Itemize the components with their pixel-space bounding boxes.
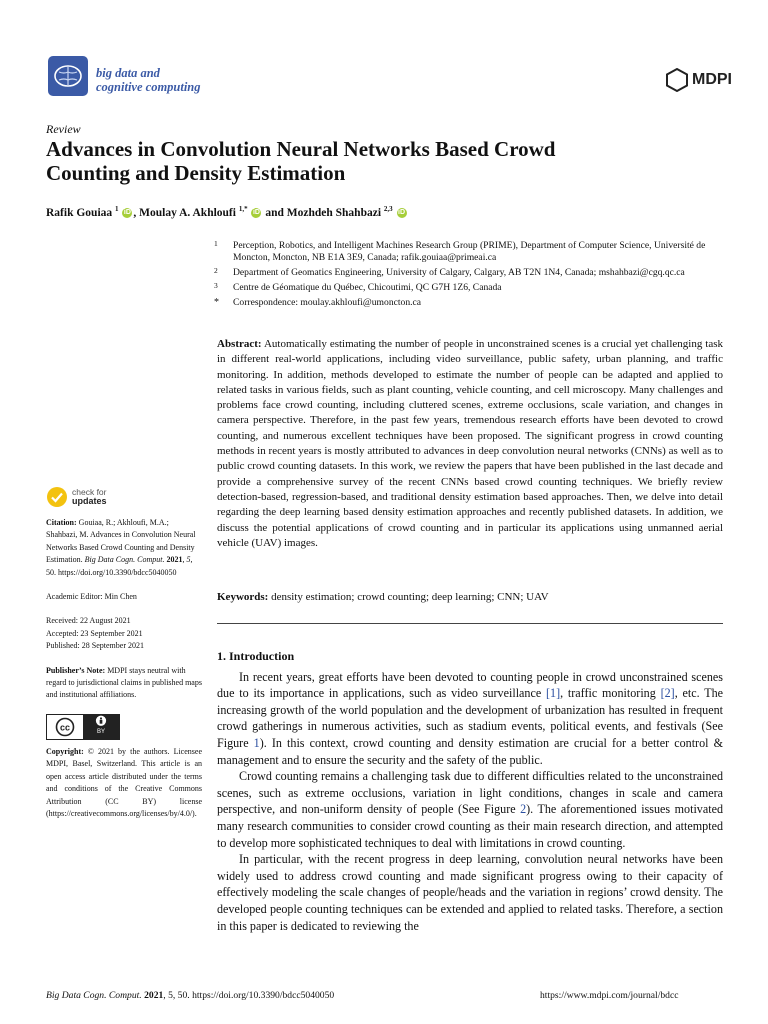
author-name[interactable]: Mozhdeh Shahbazi xyxy=(286,206,382,219)
author-name[interactable]: Rafik Gouiaa xyxy=(46,206,113,219)
copyright-notice: Copyright: © 2021 by the authors. Licensee MDPI, Basel, Switzerland. This article is an open access article distributed under the terms and conditions of the Creative Commons Attribution (CC BY) license (https://creativecommons.org/licenses/by/4.0/). xyxy=(46,746,202,818)
paragraph: Crowd counting remains a challenging task due to different difficulties related to the unconstrained scenes, such as extreme occlusions, variation in light conditions, changes in scale and camera perspective, and non-uniform density of people (See Figure 2). The aforementioned issues motivated many research communities to consider crowd counting as their main research direction, and attempted to develop more sophisticated techniques to deal with limitations in crowd counting. xyxy=(217,769,723,850)
keywords-label: Keywords: xyxy=(217,591,269,603)
article-info-sidebar xyxy=(46,517,202,820)
creative-commons-icon xyxy=(55,717,75,737)
publisher-logo xyxy=(666,66,732,94)
svg-text:cc: cc xyxy=(59,722,71,733)
citation-doi[interactable]: , 50. https://doi.org/10.3390/bdcc5040050 xyxy=(46,555,193,577)
figure-link[interactable]: 1 xyxy=(253,735,260,750)
check-for-updates-button[interactable]: check for updates xyxy=(46,486,107,508)
publisher-note: Publisher’s Note: MDPI stays neutral with regard to jurisdictional claims in published maps and institutional affiliations. xyxy=(46,665,202,700)
affiliation-item: 2 Department of Geomatics Engineering, University of Calgary, Calgary, AB T2N 1N4, Canada; mshahbazi@cgq.qc.ca xyxy=(214,266,685,278)
keywords xyxy=(217,590,723,605)
footer-citation: Big Data Cogn. Comput. 2021, 5, 50. https://doi.org/10.3390/bdcc5040050 xyxy=(46,990,335,1001)
orcid-icon[interactable]: iD xyxy=(398,209,406,217)
abstract xyxy=(217,337,723,551)
author-list: Rafik Gouiaa $^1$ iD , Moulay A. Akhloufi $^{1,*}$ iD and Mozhdeh Shahbazi $^{2,3}$ iD xyxy=(46,205,406,219)
abstract-label: Abstract: xyxy=(217,338,262,350)
page-title: Advances in Convolution Neural Networks Based Crowd Counting and Density Estimation xyxy=(46,137,556,185)
publisher-name: MDPI xyxy=(692,71,732,88)
orcid-icon[interactable]: iD xyxy=(123,209,131,217)
abstract-text: Automatically estimating the number of people in unconstrained scenes is a crucial yet challenging task in different real-world applications, including video surveillance, public safety, urban planning, and traffic monitoring. In addition, methods developed to estimate the number of people can be adapted and applied to related tasks in various fields, such as plant counting, vehicle counting, and cell microscopy. Many challenges and problems face crowd counting, including cluttered scenes, extreme occlusions, scale variation, and changes in camera perspective. Therefore, in the past few years, tremendous research efforts have been devoted to crowd counting, and numerous excellent techniques have been proposed. The significant progress in crowd counting methods in recent years is mostly attributed to advances in deep convolution neural networks (CNNs) as well as to public crowd counting datasets. In this work, we review the papers that have been published in the last decade and provide a comprehensive survey of the recent CNNs based crowd counting techniques. We briefly review detection-based, regression-based, and traditional density estimation based approaches. Then, we delve into detail regarding the deep learning based density estimation approaches and recently published datasets. In addition, we discuss the potential applications of crowd counting and in particular its applications using unmanned aerial vehicle (UAV) images. xyxy=(217,338,723,549)
section-heading: 1. Introduction xyxy=(217,649,295,663)
affiliation-item: 1 Perception, Robotics, and Intelligent Machines Research Group (PRIME), Department of Computer Science, Université de Moncton, Moncton, NB E1A 3E9, Canada; rafik.gouiaa@primeai.ca xyxy=(214,239,706,263)
affiliation-item: 3 Centre de Géomatique du Québec, Chicoutimi, QC G7H 1Z6, Canada xyxy=(214,281,502,293)
orcid-icon[interactable]: iD xyxy=(252,209,260,217)
article-type: Review xyxy=(46,122,81,136)
figure-link[interactable]: 2 xyxy=(520,802,527,817)
paragraph: In particular, with the recent progress in deep learning, convolution neural networks have been widely used to address crowd counting and made significant progress owing to their capacity of effectively modeling the scale changes of people/heads and the variation in regions’ crowd density. The developed people counting techniques can be extended and applied to related tasks. Therefore, a section in this paper is dedicated to reviewing the xyxy=(217,852,723,933)
affiliations xyxy=(214,240,724,312)
paragraph: In recent years, great efforts have been devoted to counting people in crowd unconstrained scenes due to its importance in applications, such as video surveillance [1], traffic monitoring [2], etc. The increasing growth of the world population and the development of urbanization has resulted in frequent crowd gatherings in numerous activities, such as stadium events, political events, and festivals (See Figure 1). In this context, crowd counting and density estimation are crucial for a better control & management and to ensure the security and the safety of the public. xyxy=(217,669,723,767)
main-text xyxy=(217,648,723,934)
check-updates-icon xyxy=(46,486,68,508)
reference-link[interactable]: [1] xyxy=(546,686,561,701)
footer-journal-url[interactable]: https://www.mdpi.com/journal/bdcc xyxy=(540,990,679,1001)
accepted-date: Accepted: 23 September 2021 xyxy=(46,628,143,638)
cc-by-license-badge[interactable]: cc BY xyxy=(46,714,120,740)
academic-editor: Academic Editor: Min Chen xyxy=(46,592,137,602)
correspondence: * Correspondence: moulay.akhloufi@umoncton.ca xyxy=(214,297,422,308)
received-date: Received: 22 August 2021 xyxy=(46,616,131,626)
reference-link[interactable]: [2] xyxy=(660,686,675,701)
published-date: Published: 28 September 2021 xyxy=(46,641,144,651)
attribution-person-icon xyxy=(95,715,107,727)
journal-logo-icon xyxy=(48,56,88,96)
journal-name: big data and cognitive computing xyxy=(96,66,201,94)
author-name[interactable]: Moulay A. Akhloufi xyxy=(139,206,236,219)
mdpi-hexagon-icon xyxy=(666,68,688,92)
keywords-text: density estimation; crowd counting; deep learning; CNN; UAV xyxy=(268,591,549,603)
citation: Citation: Gouiaa, R.; Akhloufi, M.A.; Shahbazi, M. Advances in Convolution Neural Networks Based Crowd Counting and Density Estimation. Big Data Cogn. Comput. 2021, 5, 50. https://doi.org/10.3390/bdcc5040050 xyxy=(46,518,196,577)
section-divider xyxy=(217,623,723,624)
